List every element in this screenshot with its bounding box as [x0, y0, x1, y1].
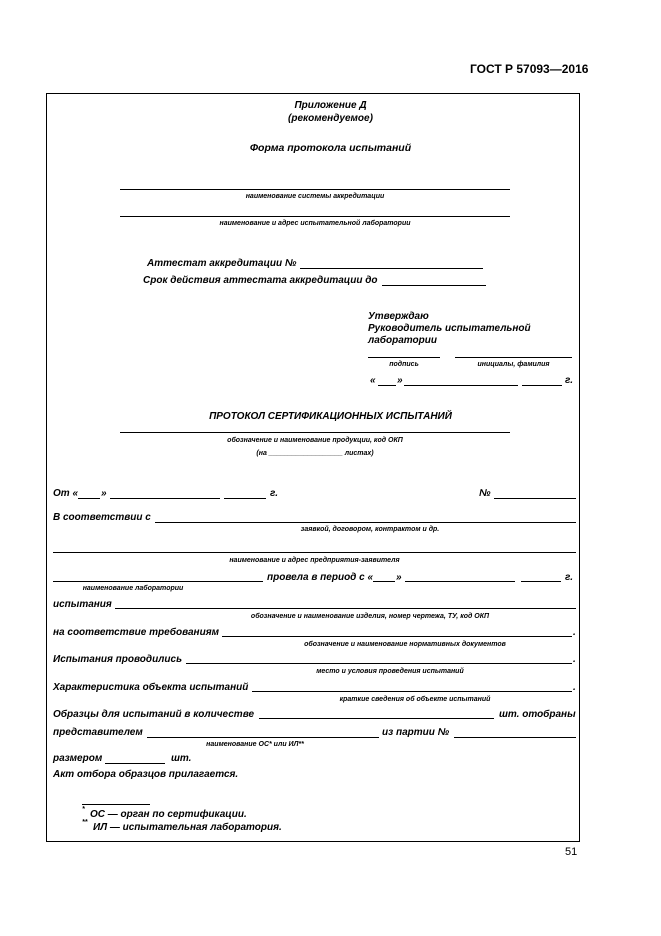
conducted-by-label: Испытания проводились — [53, 654, 183, 665]
conducted-by-end: . — [573, 654, 576, 665]
form-title: Форма протокола испытаний — [249, 142, 412, 154]
appendix-note: (рекомендуемое) — [288, 113, 373, 124]
accreditation-system-caption: наименование системы аккредитации — [245, 193, 385, 200]
footnote-one-mark: * — [82, 806, 85, 813]
representative-label: представителем — [53, 727, 143, 738]
object-caption: краткие сведения об объекте испытаний — [339, 696, 491, 703]
initials-line — [455, 357, 572, 358]
period-day-line — [373, 581, 395, 582]
product-caption: обозначение и наименование продукции, код ОКП — [227, 437, 403, 444]
footnote-one-text: ОС — орган по сертификации. — [90, 809, 247, 820]
product-line — [120, 432, 510, 433]
initials-caption: инициалы, фамилия — [477, 361, 550, 368]
samples-count-line — [259, 718, 494, 719]
lab-name-address-caption: наименование и адрес испытательной лаборатории — [219, 220, 411, 227]
period-month-line — [405, 581, 515, 582]
approval-year: г. — [565, 375, 573, 386]
attestat-number-label: Аттестат аккредитации № — [147, 258, 297, 269]
signature-line — [368, 357, 440, 358]
characteristic-label: Характеристика объекта испытаний — [53, 682, 249, 693]
tests-label: испытания — [53, 599, 112, 610]
attestat-validity-label: Срок действия аттестата аккредитации до — [143, 275, 378, 286]
taken-label: шт. отобраны — [499, 709, 576, 720]
place-caption: место и условия проведения испытаний — [316, 668, 464, 675]
period-close: » — [396, 572, 402, 583]
size-label: размером — [53, 753, 103, 764]
approval-day-line — [378, 385, 396, 386]
page-number: 51 — [565, 846, 578, 858]
approval-year-line — [522, 385, 562, 386]
period-year-line — [521, 581, 561, 582]
standard-header: ГОСТ Р 57093—2016 — [470, 62, 589, 76]
batch-label: из партии № — [382, 727, 450, 738]
appendix-title: Приложение Д — [294, 100, 367, 111]
normative-caption: обозначение и наименование нормативных документов — [304, 641, 506, 648]
approve-label: Утверждаю — [368, 311, 429, 322]
number-line — [494, 498, 576, 499]
according-line — [155, 522, 576, 523]
attestat-validity-line — [382, 285, 486, 286]
footnote-two-text: ИЛ — испытательная лаборатория. — [93, 822, 282, 833]
batch-line — [454, 737, 576, 738]
size-unit: шт. — [171, 753, 192, 764]
compliance-label: на соответствие требованиям — [53, 627, 219, 638]
footnote-separator — [82, 804, 150, 805]
lab-name-address-line — [120, 216, 510, 217]
accreditation-system-line — [120, 189, 510, 190]
item-line — [115, 608, 576, 609]
from-close: » — [101, 488, 107, 499]
applicant-caption: наименование и адрес предприятия-заявителя — [229, 557, 400, 564]
size-line — [105, 763, 165, 764]
representative-caption: наименование ОС* или ИЛ** — [206, 741, 304, 748]
request-basis-caption: заявкой, договором, контрактом и др. — [300, 526, 440, 533]
from-year: г. — [270, 488, 278, 499]
characteristic-end: . — [573, 682, 576, 693]
attestat-number-line — [300, 268, 483, 269]
according-label: В соответствии с — [53, 512, 151, 523]
signature-caption: подпись — [389, 361, 419, 368]
object-line — [252, 691, 572, 692]
from-label: От « — [53, 488, 79, 499]
place-line — [186, 663, 572, 664]
head-line1: Руководитель испытательной — [368, 323, 531, 334]
approval-date-open: « — [370, 375, 376, 386]
approval-date-close: » — [397, 375, 403, 386]
conducted-label: провела в период с « — [267, 572, 374, 583]
footnote-two-mark: ** — [82, 819, 88, 826]
from-year-line — [224, 498, 266, 499]
samples-label: Образцы для испытаний в количестве — [53, 709, 255, 720]
representative-line — [147, 737, 379, 738]
from-month-line — [110, 498, 220, 499]
item-caption: обозначение и наименование изделия, номер чертежа, ТУ, код ОКП — [250, 613, 490, 620]
lab-name-line — [53, 581, 263, 582]
normative-line — [222, 636, 572, 637]
act-text: Акт отбора образцов прилагается. — [53, 769, 239, 780]
on-sheets-caption: (на ___________________ листах) — [256, 450, 374, 457]
lab-name-caption: наименование лаборатории — [82, 585, 184, 592]
approval-month-line — [404, 385, 518, 386]
head-line2: лаборатории — [368, 335, 437, 346]
period-year: г. — [565, 572, 573, 583]
protocol-title: ПРОТОКОЛ СЕРТИФИКАЦИОННЫХ ИСПЫТАНИЙ — [209, 411, 452, 422]
compliance-end: . — [573, 627, 576, 638]
number-label: № — [479, 488, 491, 499]
from-day-line — [78, 498, 100, 499]
applicant-line — [53, 552, 576, 553]
